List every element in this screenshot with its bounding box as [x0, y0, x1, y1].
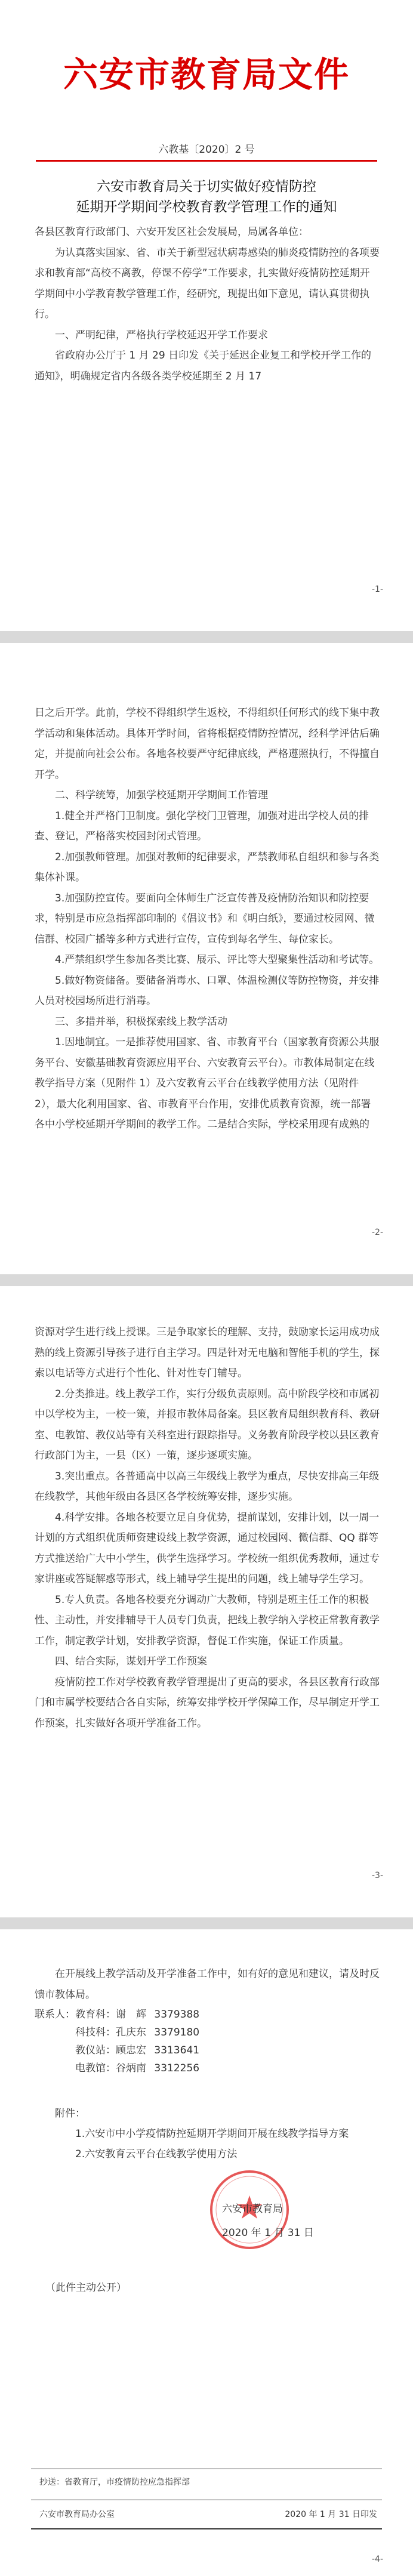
document-number: 六教基〔2020〕2 号	[158, 144, 255, 156]
paragraph: 4.科学安排。各地各校要立足自身优势，提前谋划，安排计划，以一周一计划的方式组织优质师资建设线上教学资源，通过校园网、微信群、QQ 群等方式推送给广大中小学生，供学生选择学习。学校统一组织优秀教师，通过专家讲座或答疑解惑等形式，线上辅导学生提出的问题，线上辅导学生学习。	[35, 1511, 380, 1585]
salutation: 各县区教育行政部门、六安开发区社会发展局，局属各单位：	[35, 226, 309, 238]
divider	[31, 2528, 382, 2529]
contact-phone: 3312256	[154, 2062, 200, 2074]
page-3	[0, 1286, 413, 1917]
paragraph: 2.分类推进。线上教学工作，实行分级负责原则。高中阶段学校和市属初中以学校为主，一校一策，并报市教体局备案。县区教育局组织教育科、教研室、电教馆、教仪站等有关科室进行跟踪指导。义务教育阶段学校以县区教育行政部门为主，一县（区）一策，逐步逐项实施。	[35, 1388, 380, 1462]
section-heading: 一、严明纪律，严格执行学校延迟开学工作要求	[55, 329, 268, 341]
cc-line: 抄送：省教育厅，市疫情防控应急指挥部	[39, 2478, 190, 2487]
paragraph: 省政府办公厅于 1 月 29 日印发《关于延迟企业复工和学校开学工作的通知》，明确规定省内各级各类学校延期至 2 月 17	[35, 350, 372, 382]
contact-dept: 教仪站：	[75, 2044, 116, 2056]
red-divider	[36, 160, 377, 162]
page-3-body	[35, 1322, 380, 1734]
issuer: 六安市教育局办公室	[39, 2510, 115, 2519]
section-heading: 三、多措并举，积极探索线上教学活动	[55, 1015, 227, 1028]
attachment-item: 1.六安市中小学疫情防控延期开学期间开展在线教学指导方案	[75, 2128, 349, 2140]
attachment-item: 2.六安教育云平台在线教学使用方法	[75, 2148, 238, 2160]
contact-dept: 教育科：	[75, 2009, 116, 2021]
document-title	[0, 177, 413, 217]
paragraph: 4.严禁组织学生参加各类比赛、展示、评比等大型聚集性活动和考试等。	[55, 954, 380, 966]
attachments-block	[35, 2104, 380, 2164]
contact-phone: 3313641	[154, 2044, 200, 2056]
contacts-label: 联系人：	[35, 2009, 75, 2021]
contact-name: 顾忠宏	[116, 2044, 146, 2056]
contacts-row	[35, 2041, 380, 2059]
paragraph: 5.专人负责。各地各校要充分调动广大教师，特别是班主任工作的积极性、主动性，并安排辅导干人员专门负责，把线上教学纳入学校正常教育教学工作，制定教学计划，安排教学资源，督促工作实施，保证工作质量。	[35, 1593, 380, 1647]
contacts-row	[35, 2006, 380, 2024]
document-title-line-1: 六安市教育局关于切实做好疫情防控	[97, 179, 316, 194]
page-number: -1-	[371, 585, 383, 594]
paragraph: 为认真落实国家、省、市关于新型冠状病毒感染的肺炎疫情防控的各项要求和教育部“高校不离教，停课不停学”工作要求，扎实做好疫情防控延期开学期间中小学教育教学管理工作，经研究，现提出如下意见，请认真贯彻执行。	[35, 246, 380, 320]
document-title-line-2: 延期开学期间学校教育教学管理工作的通知	[76, 199, 337, 215]
page-1-body	[35, 222, 380, 387]
contact-name: 谷炳南	[116, 2062, 146, 2074]
paragraph: 3.加强防控宣传。要面向全体师生广泛宣传普及疫情防治知识和防控要求，特别是市应急指挥部印制的《倡议书》和《明白纸》，要通过校园网、微信群、校园广播等多种方式进行宣传，宣传到每名学生、每位家长。	[35, 892, 375, 946]
paragraph: 3.突出重点。各普通高中以高三年级线上教学为重点，尽快安排高三年级在线教学，其他年级由各县区各学校统筹安排，逐步实施。	[35, 1470, 380, 1503]
page-2	[0, 643, 413, 1274]
contact-name: 谢 辉	[116, 2009, 146, 2021]
page-number: -2-	[371, 1228, 383, 1237]
paragraph: 5.做好物资储备。要储备消毒水、口罩、体温检测仪等防控物资，并安排人员对校园场所进行消毒。	[35, 974, 380, 1007]
section-heading: 四、结合实际，谋划开学工作预案	[55, 1655, 207, 1667]
contacts-row	[35, 2059, 380, 2077]
paragraph: 资源对学生进行线上授课。三是争取家长的理解、支持，鼓励家长运用成功成熟的线上资源引导孩子进行自主学习。四是针对无电脑和智能手机的学生，探索以电话等方式进行个性化、针对性专门辅导。	[35, 1326, 380, 1379]
contact-dept: 科技科：	[75, 2027, 116, 2038]
contact-phone: 3379180	[154, 2027, 200, 2038]
signature-date: 2020 年 1 月 31 日	[222, 2227, 314, 2239]
paragraph: 在开展线上教学活动及开学准备工作中，如有好的意见和建议，请及时反馈市教体局。	[35, 1968, 380, 2001]
contacts-row	[35, 2024, 380, 2041]
page-number: -3-	[371, 1871, 383, 1880]
page-2-body	[35, 703, 380, 1135]
paragraph: 日之后开学。此前，学校不得组织学生返校，不得组织任何形式的线下集中教学活动和集体活动。具体开学时间，省将根据疫情防控情况，经科学评估后确定，并提前向社会公布。各地各校要严守纪律底线，严格遵照执行，不得擅自开学。	[35, 707, 380, 781]
document-header-title: 六安市教育局文件	[63, 54, 350, 95]
contact-phone: 3379388	[154, 2009, 200, 2021]
paragraph: 2.加强教师管理。加强对教师的纪律要求，严禁教师私自组织和参与各类集体补课。	[35, 851, 380, 884]
signature-org: 六安市教育局	[222, 2203, 283, 2215]
contacts-block	[35, 2006, 380, 2077]
contact-dept: 电教馆：	[75, 2062, 116, 2074]
paragraph: 1.健全并严格门卫制度。强化学校门卫管理，加强对进出学校人员的排查、登记，严格落实校园封闭式管理。	[35, 810, 369, 842]
attachments-label: 附件：	[55, 2108, 85, 2120]
section-heading: 二、科学统筹，加强学校延期开学期间工作管理	[55, 789, 268, 801]
paragraph: 1.因地制宜。一是推荐使用国家、省、市教育平台（国家教育资源公共服务平台、安徽基础教育资源应用平台、六安教育云平台）。市教体局制定在线教学指导方案（见附件 1）及六安教育云平台在线教学使用方法（见附件 2），最大化利用国家、省、市教育平台作用，安排优质教育资源，统一部署各中小学校延期开学期间的教学工作。二是结合实际，学校采用现有成熟的	[35, 1036, 380, 1131]
page-4	[0, 1929, 413, 2576]
contact-name: 孔庆东	[116, 2027, 146, 2038]
page-number: -4-	[371, 2555, 383, 2564]
issue-date: 2020 年 1 月 31 日印发	[285, 2510, 377, 2519]
paragraph: 疫情防控工作对学校教育教学管理提出了更高的要求，各县区教育行政部门和市属学校要结合各自实际，统筹安排学校开学保障工作，尽早制定开学工作预案，扎实做好各项开学准备工作。	[35, 1676, 380, 1729]
page-4-body	[35, 1964, 380, 2005]
page-1	[0, 0, 413, 631]
public-note: （此件主动公开）	[45, 2282, 127, 2294]
